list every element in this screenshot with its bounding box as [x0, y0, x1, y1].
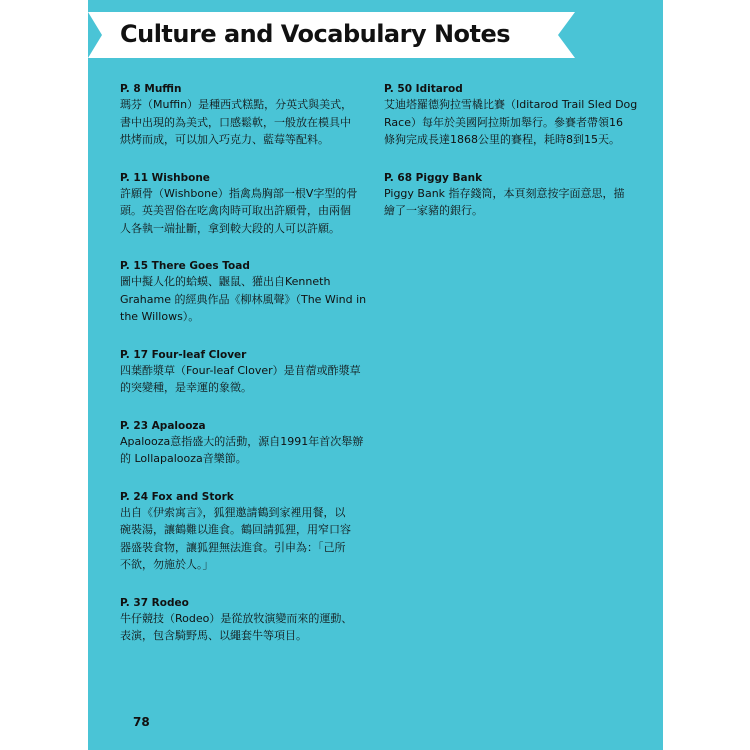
note-title: P. 68 Piggy Bank — [384, 171, 483, 184]
note-line: the Willows）。 — [120, 310, 200, 323]
note-body — [384, 185, 639, 220]
note-line: Grahame 的經典作品《柳林風聲》（The Wind in — [120, 292, 367, 306]
note-entry — [120, 259, 367, 326]
note-title: P. 24 Fox and Stork — [120, 490, 234, 503]
note-line: 碗裝湯，讓鶴難以進食。鶴回請狐狸，用窄口容 — [120, 523, 351, 536]
note-line: 器盛裝食物，讓狐狸無法進食。引申為：「己所 — [120, 540, 346, 554]
note-body — [120, 362, 360, 397]
note-line: 人各執一端扯斷，拿到較大段的人可以許願。 — [120, 221, 340, 235]
note-entry — [120, 82, 360, 149]
note-line: 不欲，勿施於人。」 — [120, 558, 214, 571]
note-title: P. 37 Rodeo — [120, 596, 189, 609]
note-line: Piggy Bank 指存錢筒，本頁刻意按字面意思，描 — [384, 186, 625, 200]
note-entry — [120, 490, 360, 574]
note-title: P. 17 Four-leaf Clover — [120, 348, 247, 361]
note-entry — [120, 171, 360, 238]
note-body — [120, 273, 367, 326]
note-line: 的突變種，是幸運的象徵。 — [120, 381, 252, 394]
note-body — [120, 504, 360, 574]
note-entry — [120, 596, 360, 645]
note-body — [120, 185, 360, 238]
note-entry — [384, 82, 639, 149]
note-body — [120, 96, 360, 149]
note-title: P. 23 Apalooza — [120, 419, 206, 432]
page-title: Culture and Vocabulary Notes — [120, 20, 511, 48]
note-line: 瑪芬（Muffin）是種西式糕點，分英式與美式， — [120, 98, 353, 111]
note-line: 許願骨（Wishbone）指禽鳥胸部一根V字型的骨 — [120, 186, 358, 200]
note-body — [120, 433, 364, 468]
note-line: 圖中擬人化的蛤蟆、鼴鼠、獾出自Kenneth — [120, 275, 331, 288]
note-line: 表演，包含騎野馬、以繩套牛等項目。 — [120, 629, 307, 642]
note-line: Apalooza意指盛大的活動，源自1991年首次舉辦 — [120, 434, 364, 448]
note-line: 書中出現的為美式，口感鬆軟，一般放在模具中 — [120, 115, 351, 129]
note-line: 四葉酢漿草（Four-leaf Clover）是苜蓿或酢漿草 — [120, 363, 361, 377]
note-entry — [384, 171, 639, 220]
note-line: 繪了一家豬的銀行。 — [384, 204, 483, 217]
note-body — [384, 96, 639, 149]
note-line: 牛仔競技（Rodeo）是從放牧演變而來的運動、 — [120, 611, 353, 625]
note-entry — [120, 419, 364, 468]
note-line: 的 Lollapalooza音樂節。 — [120, 452, 247, 465]
note-entry — [120, 348, 360, 397]
note-line: 頭。英美習俗在吃禽肉時可取出許願骨，由兩個 — [120, 204, 351, 217]
notes-column-right — [384, 82, 639, 242]
note-line: 艾迪塔羅德狗拉雪橇比賽（Iditarod Trail Sled Dog — [384, 98, 638, 111]
note-title: P. 50 Iditarod — [384, 83, 463, 95]
notes-column-left — [120, 82, 367, 667]
note-line: 烘烤而成，可以加入巧克力、藍莓等配料。 — [120, 133, 329, 146]
page-number: 78 — [133, 715, 150, 729]
note-line: Race）每年於美國阿拉斯加舉行。參賽者帶領16 — [384, 115, 623, 129]
title-banner — [88, 10, 575, 60]
note-title: P. 11 Wishbone — [120, 171, 210, 184]
note-title: P. 15 There Goes Toad — [120, 260, 250, 272]
note-line: 條狗完成長達1868公里的賽程，耗時8到15天。 — [384, 133, 620, 146]
note-body — [120, 610, 360, 645]
note-line: 出自《伊索寓言》，狐狸邀請鶴到家裡用餐，以 — [120, 505, 346, 519]
book-page — [88, 0, 663, 750]
note-title: P. 8 Muffin — [120, 83, 182, 95]
